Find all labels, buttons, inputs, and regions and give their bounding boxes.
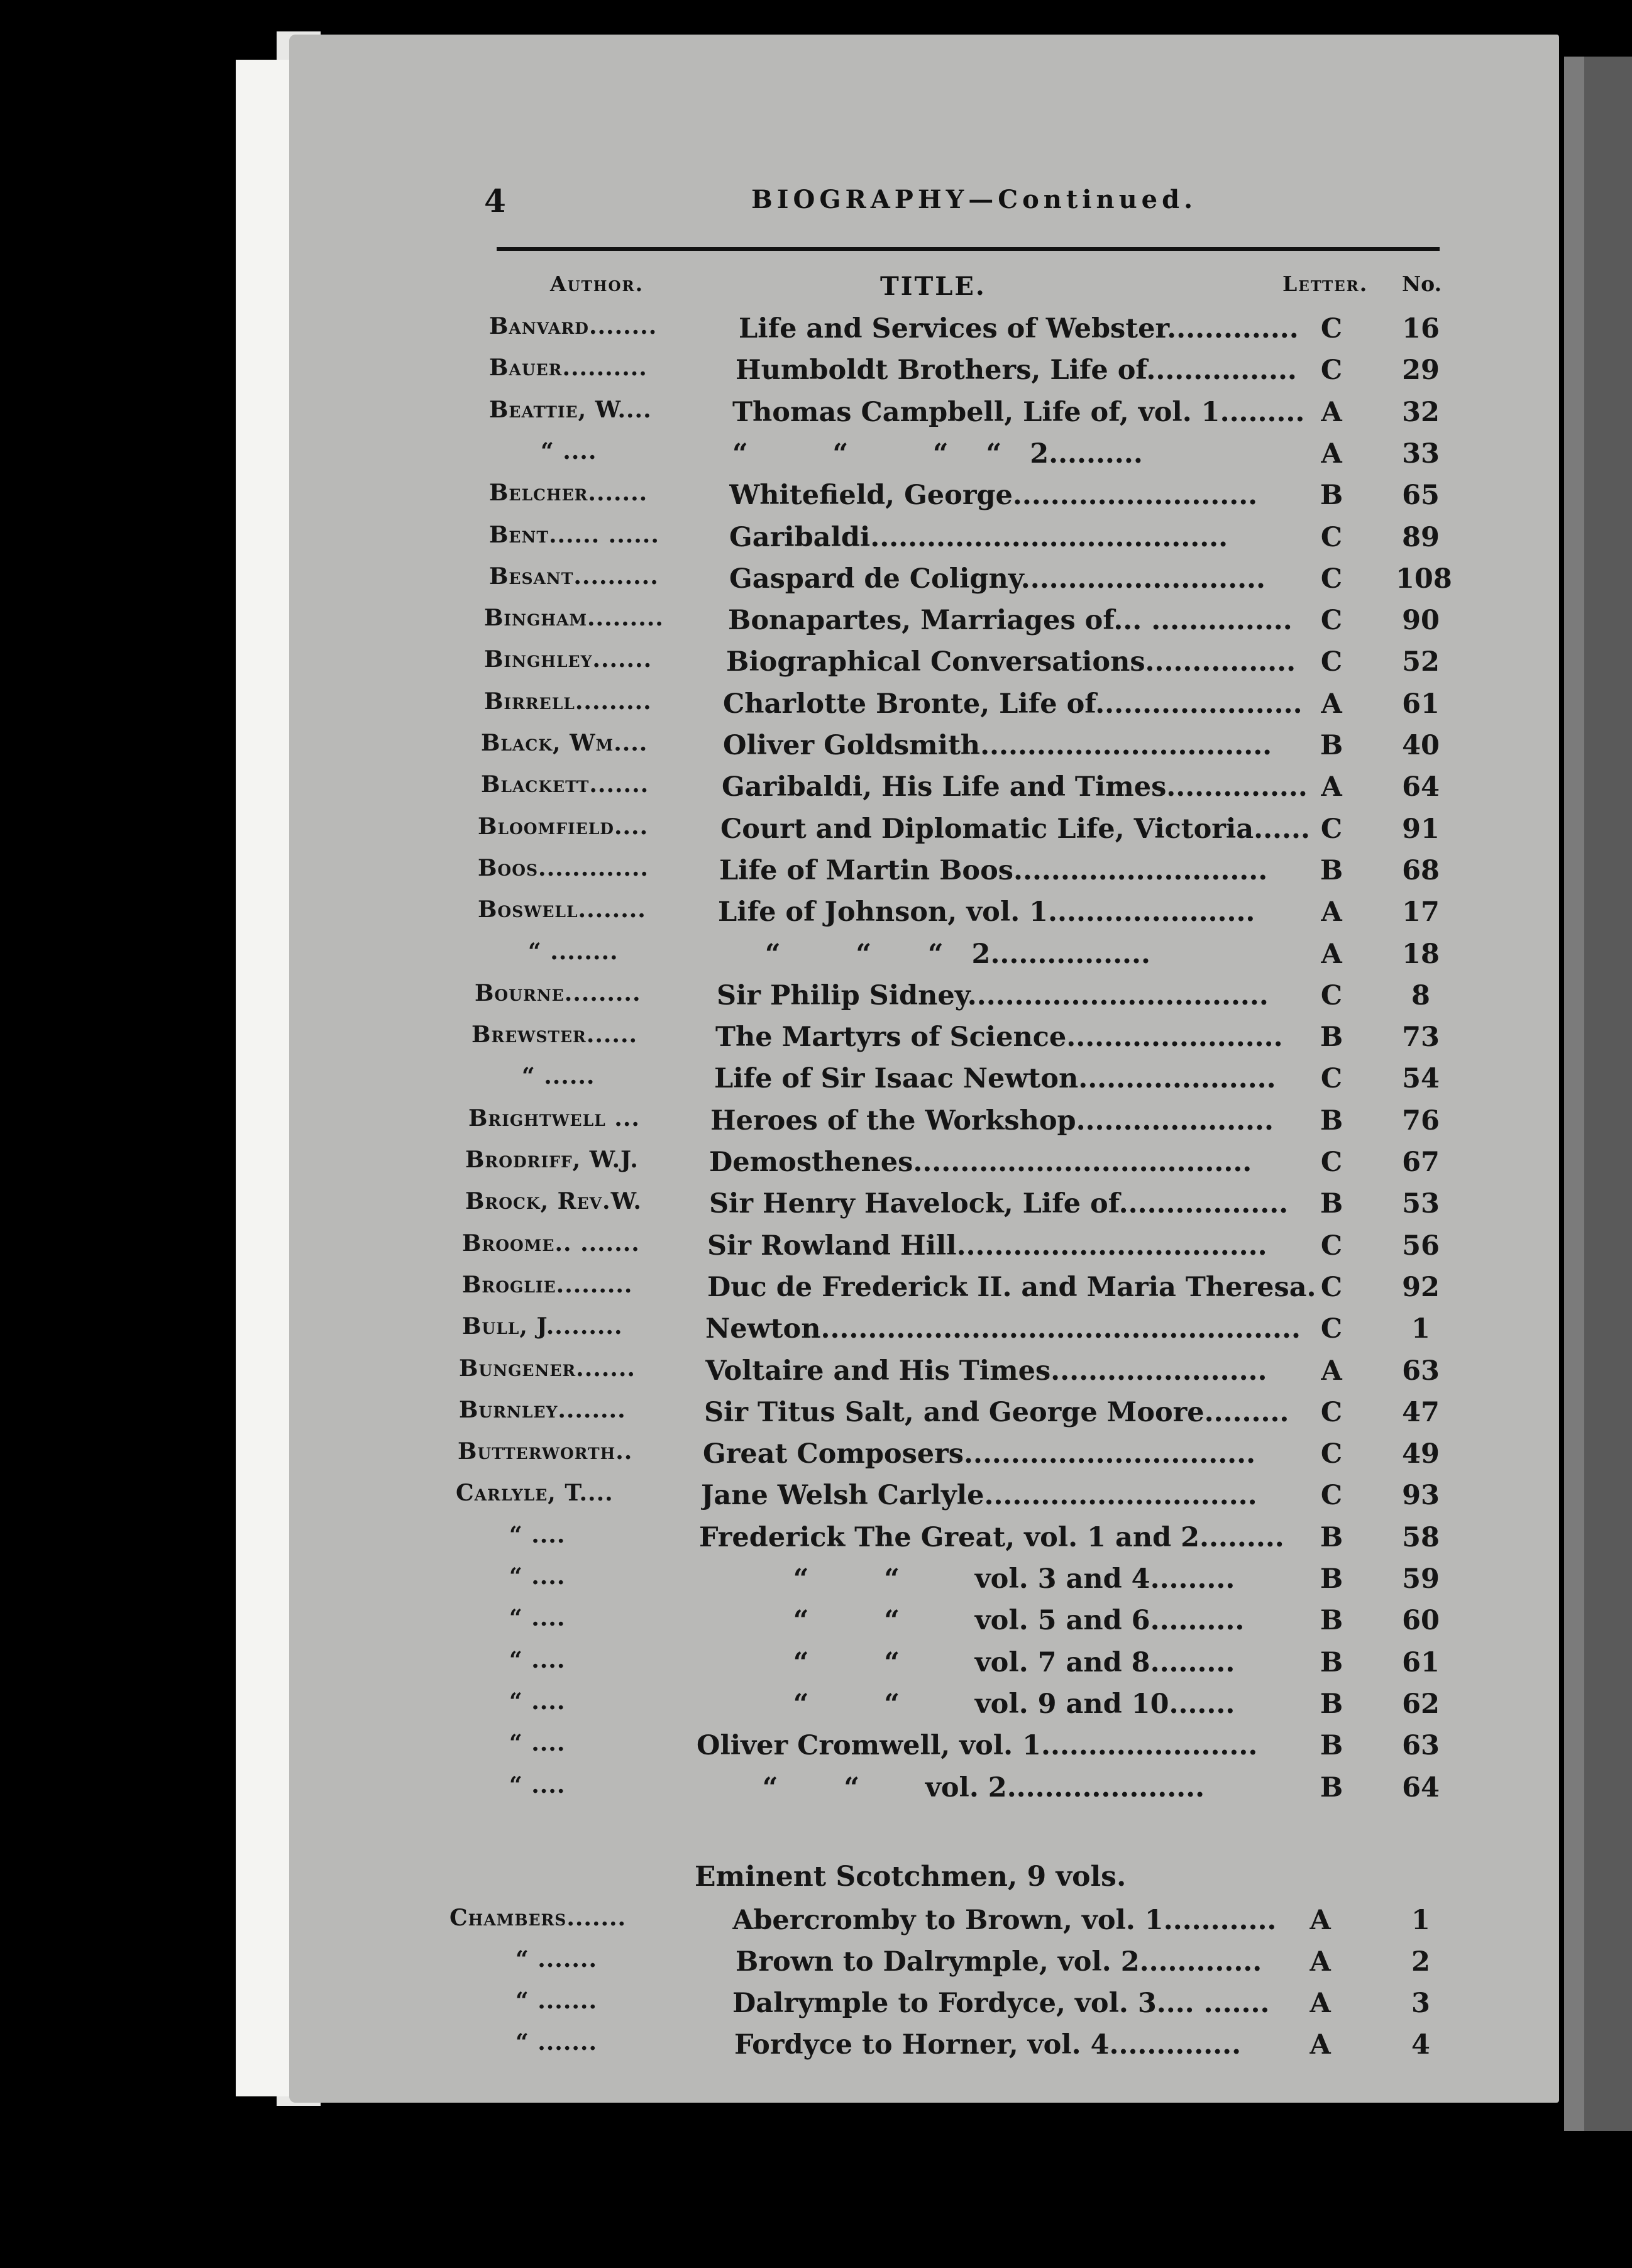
entry-letter: C xyxy=(1320,1230,1343,1262)
list-item xyxy=(0,355,1632,394)
entry-title: Sir Philip Sidney................................ xyxy=(717,979,1269,1011)
entry-letter: C xyxy=(1320,1438,1343,1470)
entry-author: “ ........ xyxy=(528,938,619,965)
list-item xyxy=(0,480,1632,519)
list-item xyxy=(0,1105,1632,1144)
list-item xyxy=(0,1730,1632,1769)
entry-author: Bourne......... xyxy=(475,979,641,1006)
entry-letter: C xyxy=(1320,1480,1343,1512)
entry-title: Court and Diplomatic Life, Victoria...... xyxy=(720,813,1310,845)
entry-title: Life of Sir Isaac Newton..................... xyxy=(714,1063,1276,1095)
entry-letter: A xyxy=(1321,688,1342,720)
entry-letter: C xyxy=(1320,813,1343,845)
list-item xyxy=(0,1313,1632,1352)
entry-title: Fordyce to Horner, vol. 4.............. xyxy=(734,2029,1242,2061)
entry-title: “ “ vol. 5 and 6.......... xyxy=(699,1605,1245,1637)
entry-title: The Martyrs of Science....................... xyxy=(715,1021,1283,1054)
entry-title: Voltaire and His Times....................... xyxy=(705,1355,1267,1387)
entry-number: 73 xyxy=(1402,1021,1440,1054)
entry-number: 61 xyxy=(1402,688,1440,720)
entry-author: Bloomfield.... xyxy=(478,813,649,840)
entry-letter: C xyxy=(1320,646,1343,678)
entry-title: Life and Services of Webster.............. xyxy=(739,313,1299,344)
entry-number: 2 xyxy=(1411,1946,1430,1978)
entry-title: Great Composers............................... xyxy=(703,1438,1256,1470)
list-item xyxy=(0,313,1632,352)
entry-number: 54 xyxy=(1402,1063,1440,1095)
entry-number: 90 xyxy=(1402,605,1440,637)
list-item xyxy=(0,1230,1632,1269)
list-item xyxy=(0,730,1632,769)
entry-letter: C xyxy=(1320,1313,1343,1345)
entry-letter: C xyxy=(1320,355,1343,387)
entry-title: Sir Henry Havelock, Life of.................. xyxy=(709,1188,1289,1220)
entry-letter: A xyxy=(1321,771,1342,803)
entry-author: Chambers....... xyxy=(449,1905,627,1931)
list-item xyxy=(0,1905,1632,1944)
list-item xyxy=(0,1563,1632,1602)
entry-letter: A xyxy=(1321,396,1342,428)
list-item xyxy=(0,438,1632,477)
entry-number: 17 xyxy=(1402,896,1440,928)
entry-title: “ “ “ 2................. xyxy=(718,938,1150,970)
entry-title: Frederick The Great, vol. 1 and 2......... xyxy=(699,1521,1284,1553)
entry-letter: A xyxy=(1309,1946,1331,1978)
entry-letter: B xyxy=(1320,730,1343,761)
entry-number: 65 xyxy=(1402,480,1440,512)
list-item xyxy=(0,1772,1632,1811)
entry-author: Brewster...... xyxy=(471,1021,638,1049)
entry-letter: C xyxy=(1320,1063,1343,1095)
entry-author: Bent...... ...... xyxy=(489,521,659,548)
entry-number: 93 xyxy=(1402,1480,1440,1512)
entry-number: 67 xyxy=(1402,1147,1440,1178)
entry-number: 32 xyxy=(1402,396,1440,428)
entry-number: 60 xyxy=(1402,1605,1440,1637)
entry-title: Bonapartes, Marriages of... ............... xyxy=(728,605,1293,637)
entry-number: 53 xyxy=(1402,1188,1440,1220)
entry-author: “ ....... xyxy=(516,2029,597,2056)
entry-letter: B xyxy=(1320,480,1343,512)
entry-title: “ “ vol. 2..................... xyxy=(697,1771,1205,1803)
entry-number: 58 xyxy=(1402,1521,1440,1553)
list-item xyxy=(0,1522,1632,1561)
entry-author: Binghley....... xyxy=(484,646,653,673)
entry-number: 4 xyxy=(1411,2029,1430,2061)
entry-number: 89 xyxy=(1402,521,1440,553)
entry-title: Charlotte Bronte, Life of...................... xyxy=(723,688,1303,720)
entry-letter: A xyxy=(1321,438,1342,470)
entry-letter: C xyxy=(1320,563,1343,595)
entry-title: Biographical Conversations................ xyxy=(726,646,1296,678)
entry-author: Black, Wm.... xyxy=(481,730,648,756)
entry-number: 56 xyxy=(1402,1230,1440,1262)
column-header-letter: Letter. xyxy=(1282,272,1369,296)
entry-letter: C xyxy=(1320,1147,1343,1178)
list-item xyxy=(0,1647,1632,1686)
entry-letter: C xyxy=(1320,1271,1343,1303)
entry-letter: B xyxy=(1320,1521,1343,1553)
entry-title: Oliver Goldsmith............................... xyxy=(723,730,1272,761)
list-item xyxy=(0,771,1632,810)
entry-title: “ “ vol. 3 and 4......... xyxy=(699,1563,1235,1595)
entry-author: Brodriff, W.J. xyxy=(465,1147,639,1173)
entry-title: Garibaldi...................................... xyxy=(729,521,1228,553)
entry-number: 61 xyxy=(1402,1646,1440,1678)
entry-author: Boswell........ xyxy=(478,896,646,923)
entry-author: Bungener....... xyxy=(459,1355,636,1382)
entry-number: 59 xyxy=(1402,1563,1440,1595)
entry-letter: B xyxy=(1320,1771,1343,1803)
entry-author: Beattie, W.... xyxy=(489,396,652,423)
list-item xyxy=(0,1988,1632,2027)
list-item xyxy=(0,1605,1632,1644)
entry-author: Burnley........ xyxy=(459,1396,626,1423)
entry-author: Carlyle, T.... xyxy=(456,1480,614,1507)
entry-number: 63 xyxy=(1402,1355,1440,1387)
list-item xyxy=(0,1272,1632,1311)
entry-title: Sir Titus Salt, and George Moore......... xyxy=(704,1396,1289,1428)
entry-number: 64 xyxy=(1402,771,1440,803)
entry-author: “ ....... xyxy=(516,1988,597,2014)
entry-letter: A xyxy=(1321,1355,1342,1387)
entry-title: Heroes of the Workshop..................... xyxy=(710,1104,1274,1137)
entry-number: 47 xyxy=(1402,1396,1440,1428)
entry-number: 49 xyxy=(1402,1438,1440,1470)
list-item xyxy=(0,397,1632,436)
list-item xyxy=(0,939,1632,977)
column-header-number: No. xyxy=(1402,272,1442,296)
column-header-title: TITLE. xyxy=(880,272,986,301)
entry-author: “ .... xyxy=(509,1521,566,1548)
entry-author: Broglie......... xyxy=(462,1271,633,1298)
entry-title: Garibaldi, His Life and Times............... xyxy=(722,771,1308,803)
list-item xyxy=(0,1397,1632,1436)
entry-letter: A xyxy=(1321,938,1342,970)
entry-number: 68 xyxy=(1402,854,1440,886)
entry-author: “ .... xyxy=(509,1771,566,1798)
entry-author: Besant.......... xyxy=(489,563,659,590)
entry-author: Butterworth.. xyxy=(458,1438,633,1465)
entry-title: Dalrymple to Fordyce, vol. 3.... ....... xyxy=(732,1988,1270,2019)
entry-title: Thomas Campbell, Life of, vol. 1......... xyxy=(732,396,1305,428)
column-header-author: Author. xyxy=(550,272,644,296)
entry-title: Life of Martin Boos........................... xyxy=(719,854,1268,886)
entry-author: “ ....... xyxy=(516,1946,597,1973)
list-item xyxy=(0,1438,1632,1477)
entry-author: Broome.. ....... xyxy=(462,1230,640,1257)
entry-title: Whitefield, George.......................... xyxy=(729,480,1258,512)
entry-number: 1 xyxy=(1411,1905,1430,1936)
entry-number: 62 xyxy=(1402,1688,1440,1720)
entry-title: Newton................................................... xyxy=(705,1313,1301,1345)
header-rule xyxy=(497,247,1440,251)
list-item xyxy=(0,1946,1632,1985)
list-item xyxy=(0,605,1632,644)
entry-author: Bauer.......... xyxy=(489,355,648,382)
entry-author: Birrell......... xyxy=(484,688,652,715)
entry-number: 91 xyxy=(1402,813,1440,845)
entry-author: Brock, Rev.W. xyxy=(465,1188,642,1215)
entry-number: 3 xyxy=(1411,1988,1430,2019)
entry-author: “ .... xyxy=(509,1563,566,1590)
entry-letter: A xyxy=(1309,1905,1331,1936)
entry-number: 40 xyxy=(1402,730,1440,761)
entry-title: Humboldt Brothers, Life of................ xyxy=(736,355,1297,387)
entry-letter: B xyxy=(1320,1688,1343,1720)
entry-letter: C xyxy=(1320,1396,1343,1428)
entry-title: “ “ “ “ 2.......... xyxy=(732,438,1143,470)
page-header xyxy=(484,182,1427,233)
running-title: BIOGRAPHY—Continued. xyxy=(751,185,1198,214)
entry-title: Oliver Cromwell, vol. 1....................... xyxy=(697,1730,1258,1762)
list-item xyxy=(0,896,1632,935)
entry-letter: C xyxy=(1320,521,1343,553)
entry-author: “ .... xyxy=(509,1646,566,1673)
entry-letter: B xyxy=(1320,1563,1343,1595)
entry-number: 63 xyxy=(1402,1730,1440,1762)
entry-letter: A xyxy=(1309,1988,1331,2019)
entry-number: 92 xyxy=(1402,1271,1440,1303)
entry-number: 52 xyxy=(1402,646,1440,678)
entry-title: Jane Welsh Carlyle............................. xyxy=(701,1480,1257,1512)
entry-title: “ “ vol. 9 and 10....... xyxy=(699,1688,1235,1720)
entry-number: 64 xyxy=(1402,1771,1440,1803)
list-item xyxy=(0,1063,1632,1102)
entry-number: 33 xyxy=(1402,438,1440,470)
page-number: 4 xyxy=(484,182,506,219)
entry-number: 29 xyxy=(1402,355,1440,387)
entry-title: “ “ vol. 7 and 8......... xyxy=(699,1646,1235,1678)
entry-number: 8 xyxy=(1411,979,1430,1011)
list-item xyxy=(0,813,1632,852)
entry-number: 108 xyxy=(1396,563,1452,595)
list-item xyxy=(0,522,1632,561)
entry-letter: B xyxy=(1320,854,1343,886)
entry-title: Duc de Frederick II. and Maria Theresa. xyxy=(707,1271,1316,1303)
entry-number: 16 xyxy=(1402,313,1440,344)
entry-author: “ .... xyxy=(509,1605,566,1632)
entry-author: “ .... xyxy=(541,438,597,465)
entry-title: Demosthenes.................................... xyxy=(709,1147,1252,1178)
entry-letter: C xyxy=(1320,605,1343,637)
list-item xyxy=(0,646,1632,685)
list-item xyxy=(0,1021,1632,1060)
entry-author: Bingham......... xyxy=(484,605,664,632)
entry-letter: B xyxy=(1320,1730,1343,1762)
list-item xyxy=(0,1147,1632,1186)
list-item xyxy=(0,688,1632,727)
entry-author: Boos............. xyxy=(478,854,649,881)
list-item xyxy=(0,563,1632,602)
group-heading: Eminent Scotchmen, 9 vols. xyxy=(695,1861,1127,1893)
entry-letter: C xyxy=(1320,313,1343,344)
entry-title: Gaspard de Coligny.......................... xyxy=(729,563,1265,595)
entry-title: Abercromby to Brown, vol. 1............ xyxy=(732,1905,1277,1936)
list-item xyxy=(0,855,1632,894)
entry-number: 18 xyxy=(1402,938,1440,970)
list-item xyxy=(0,980,1632,1019)
entry-author: “ ...... xyxy=(522,1063,595,1090)
entry-number: 76 xyxy=(1402,1104,1440,1137)
list-item xyxy=(0,1688,1632,1727)
entry-author: “ .... xyxy=(509,1688,566,1715)
entry-title: Life of Johnson, vol. 1...................... xyxy=(718,896,1255,928)
entry-letter: B xyxy=(1320,1605,1343,1637)
entry-letter: C xyxy=(1320,979,1343,1011)
entry-letter: B xyxy=(1320,1021,1343,1054)
entry-letter: A xyxy=(1309,2029,1331,2061)
entry-letter: B xyxy=(1320,1646,1343,1678)
entry-number: 1 xyxy=(1411,1313,1430,1345)
entry-author: Brightwell ... xyxy=(468,1104,640,1131)
entry-author: Blackett....... xyxy=(481,771,649,798)
entry-author: “ .... xyxy=(509,1730,566,1757)
list-item xyxy=(0,1188,1632,1227)
list-item xyxy=(0,2029,1632,2068)
list-item xyxy=(0,1480,1632,1519)
entry-letter: B xyxy=(1320,1188,1343,1220)
entry-author: Bull, J......... xyxy=(462,1313,623,1340)
list-item xyxy=(0,1355,1632,1394)
entry-author: Banvard........ xyxy=(489,313,658,339)
entry-author: Belcher....... xyxy=(489,480,648,507)
entry-title: Brown to Dalrymple, vol. 2............. xyxy=(736,1946,1262,1978)
entry-letter: B xyxy=(1320,1104,1343,1137)
entry-title: Sir Rowland Hill................................. xyxy=(707,1230,1267,1262)
entry-letter: A xyxy=(1321,896,1342,928)
